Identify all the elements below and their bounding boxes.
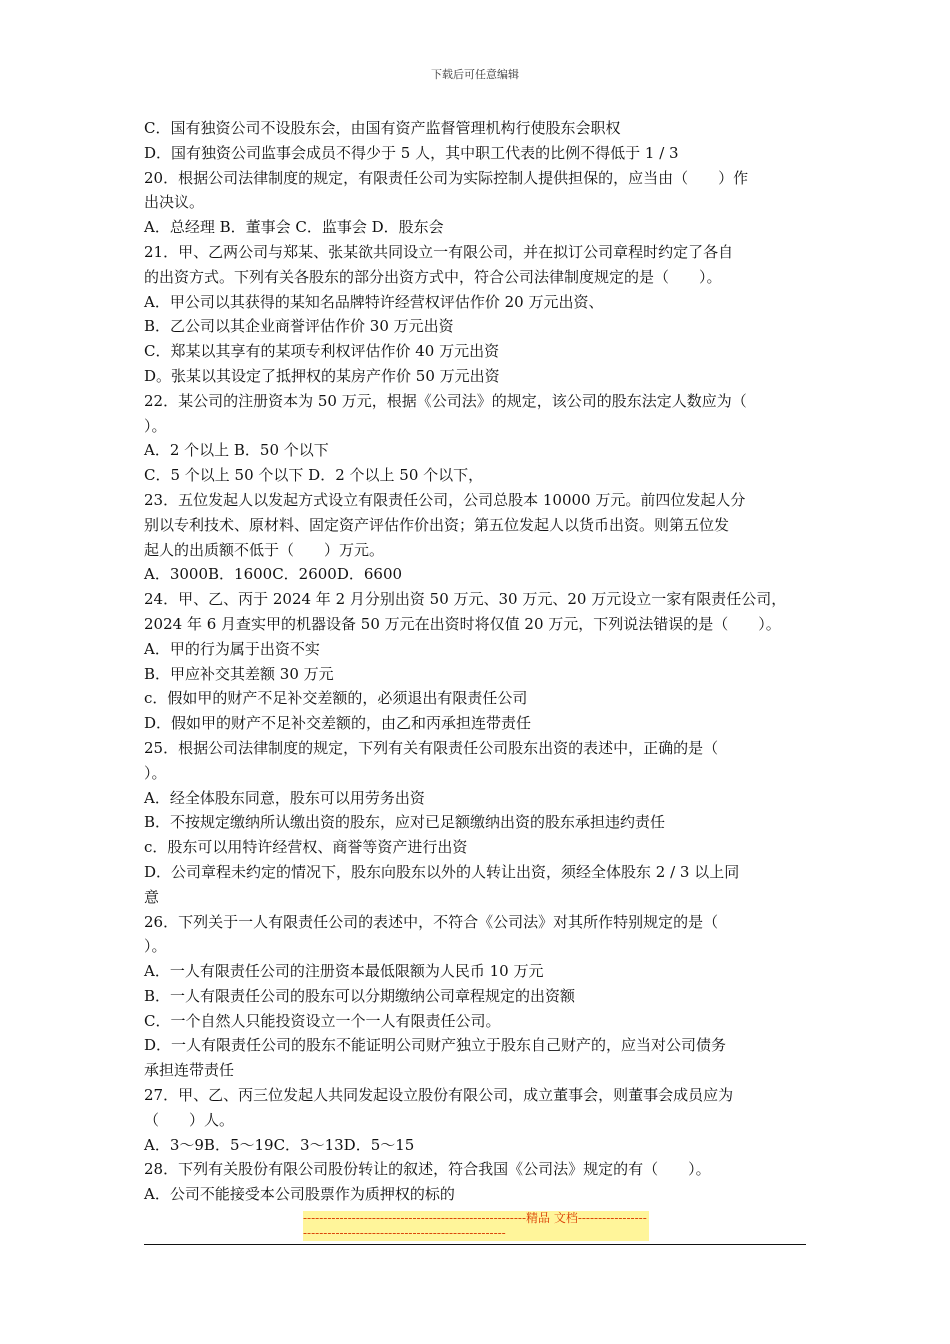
text-line: A．3～9B．5～19C．3～13D．5～15 [144,1135,415,1154]
text-line: C．一个自然人只能投资设立一个一人有限责任公司。 [144,1011,501,1030]
text-line: 起人的出质额不低于（ ）万元。 [144,540,385,559]
text-line: A．一人有限责任公司的注册资本最低限额为人民币 10 万元 [144,962,544,981]
text-line: 出决议。 [144,193,205,212]
text-line: c．假如甲的财产不足补交差额的，必须退出有限责任公司 [144,689,528,708]
text-line: 承担连带责任 [144,1061,235,1080]
text-line: A．甲公司以其获得的某知名品牌特许经营权评估作价 20 万元出资、 [144,292,604,311]
text-line: 2024 年 6 月查实甲的机器设备 50 万元在出资时将仅值 20 万元，下列说法错误的是（ ）。 [144,614,781,633]
text-line: B．甲应补交其差额 30 万元 [144,664,334,683]
text-line: 20．根据公司法律制度的规定，有限责任公司为实际控制人提供担保的，应当由（ ）作 [144,168,749,187]
document-body [144,116,808,1207]
text-line: A．经全体股东同意，股东可以用劳务出资 [144,788,425,807]
text-line: ）。 [144,416,167,435]
footer-watermark: -------------------------------------------------------精品 文档------------------------------------------------------------------- [303,1211,649,1241]
text-line: ）。 [144,937,167,956]
text-line: 23．五位发起人以发起方式设立有限责任公司，公司总股本 10000 万元。前四位发起人分 [144,490,746,509]
text-line: A．公司不能接受本公司股票作为质押权的标的 [144,1185,455,1204]
text-line: 28．下列有关股份有限公司股份转让的叙述，符合我国《公司法》规定的有（ ）。 [144,1160,711,1179]
text-line: 21．甲、乙两公司与郑某、张某欲共同设立一有限公司，并在拟订公司章程时约定了各自 [144,242,734,261]
page-header: 下载后可任意编辑 [431,68,519,81]
text-line: 22．某公司的注册资本为 50 万元，根据《公司法》的规定，该公司的股东法定人数应为（ [144,391,747,410]
text-line: ）。 [144,763,167,782]
text-line: A．3000B．1600C．2600D．6600 [144,565,403,584]
text-line: D．国有独资公司监事会成员不得少于 5 人，其中职工代表的比例不得低于 1 / 3 [144,143,679,162]
text-line: D．公司章程未约定的情况下，股东向股东以外的人转让出资，须经全体股东 2 / 3 以上同 [144,862,740,881]
text-line: D．一人有限责任公司的股东不能证明公司财产独立于股东自己财产的，应当对公司债务 [144,1036,727,1055]
text-line: 意 [144,887,160,906]
text-line: A．总经理 B．董事会 C．监事会 D．股东会 [144,218,444,237]
footer-divider [144,1244,806,1245]
text-line: C．国有独资公司不设股东会，由国有资产监督管理机构行使股东会职权 [144,119,621,137]
text-line: （ ）人。 [144,1110,235,1129]
text-line: B．一人有限责任公司的股东可以分期缴纳公司章程规定的出资额 [144,986,576,1005]
text-line: C．5 个以上 50 个以下 D．2 个以上 50 个以下， [144,466,484,485]
text-line: B．不按规定缴纳所认缴出资的股东，应对已足额缴纳出资的股东承担违约责任 [144,813,666,832]
text-line: A．2 个以上 B．50 个以下 [144,441,329,460]
text-line: 24．甲、乙、丙于 2024 年 2 月分别出资 50 万元、30 万元、20 万元设立一家有限责任公司， [144,590,787,609]
text-line: 26．下列关于一人有限责任公司的表述中，不符合《公司法》对其所作特别规定的是（ [144,912,719,931]
text-line: 27．甲、乙、丙三位发起人共同发起设立股份有限公司，成立董事会，则董事会成员应为 [144,1086,734,1105]
text-line: 的出资方式。下列有关各股东的部分出资方式中，符合公司法律制度规定的是（ ）。 [144,267,722,286]
text-line: D．假如甲的财产不足补交差额的，由乙和丙承担连带责任 [144,714,532,733]
text-line: C．郑某以其享有的某项专利权评估作价 40 万元出资 [144,342,500,361]
text-line: 25．根据公司法律制度的规定，下列有关有限责任公司股东出资的表述中，正确的是（ [144,738,719,757]
text-line: 别以专利技术、原材料、固定资产评估作价出资；第五位发起人以货币出资。则第五位发 [144,515,730,534]
text-line: A．甲的行为属于出资不实 [144,639,320,658]
text-line: D。张某以其设定了抵押权的某房产作价 50 万元出资 [144,366,500,385]
text-line: B．乙公司以其企业商誉评估作价 30 万元出资 [144,317,454,336]
text-line: c．股东可以用特许经营权、商誉等资产进行出资 [144,838,468,857]
